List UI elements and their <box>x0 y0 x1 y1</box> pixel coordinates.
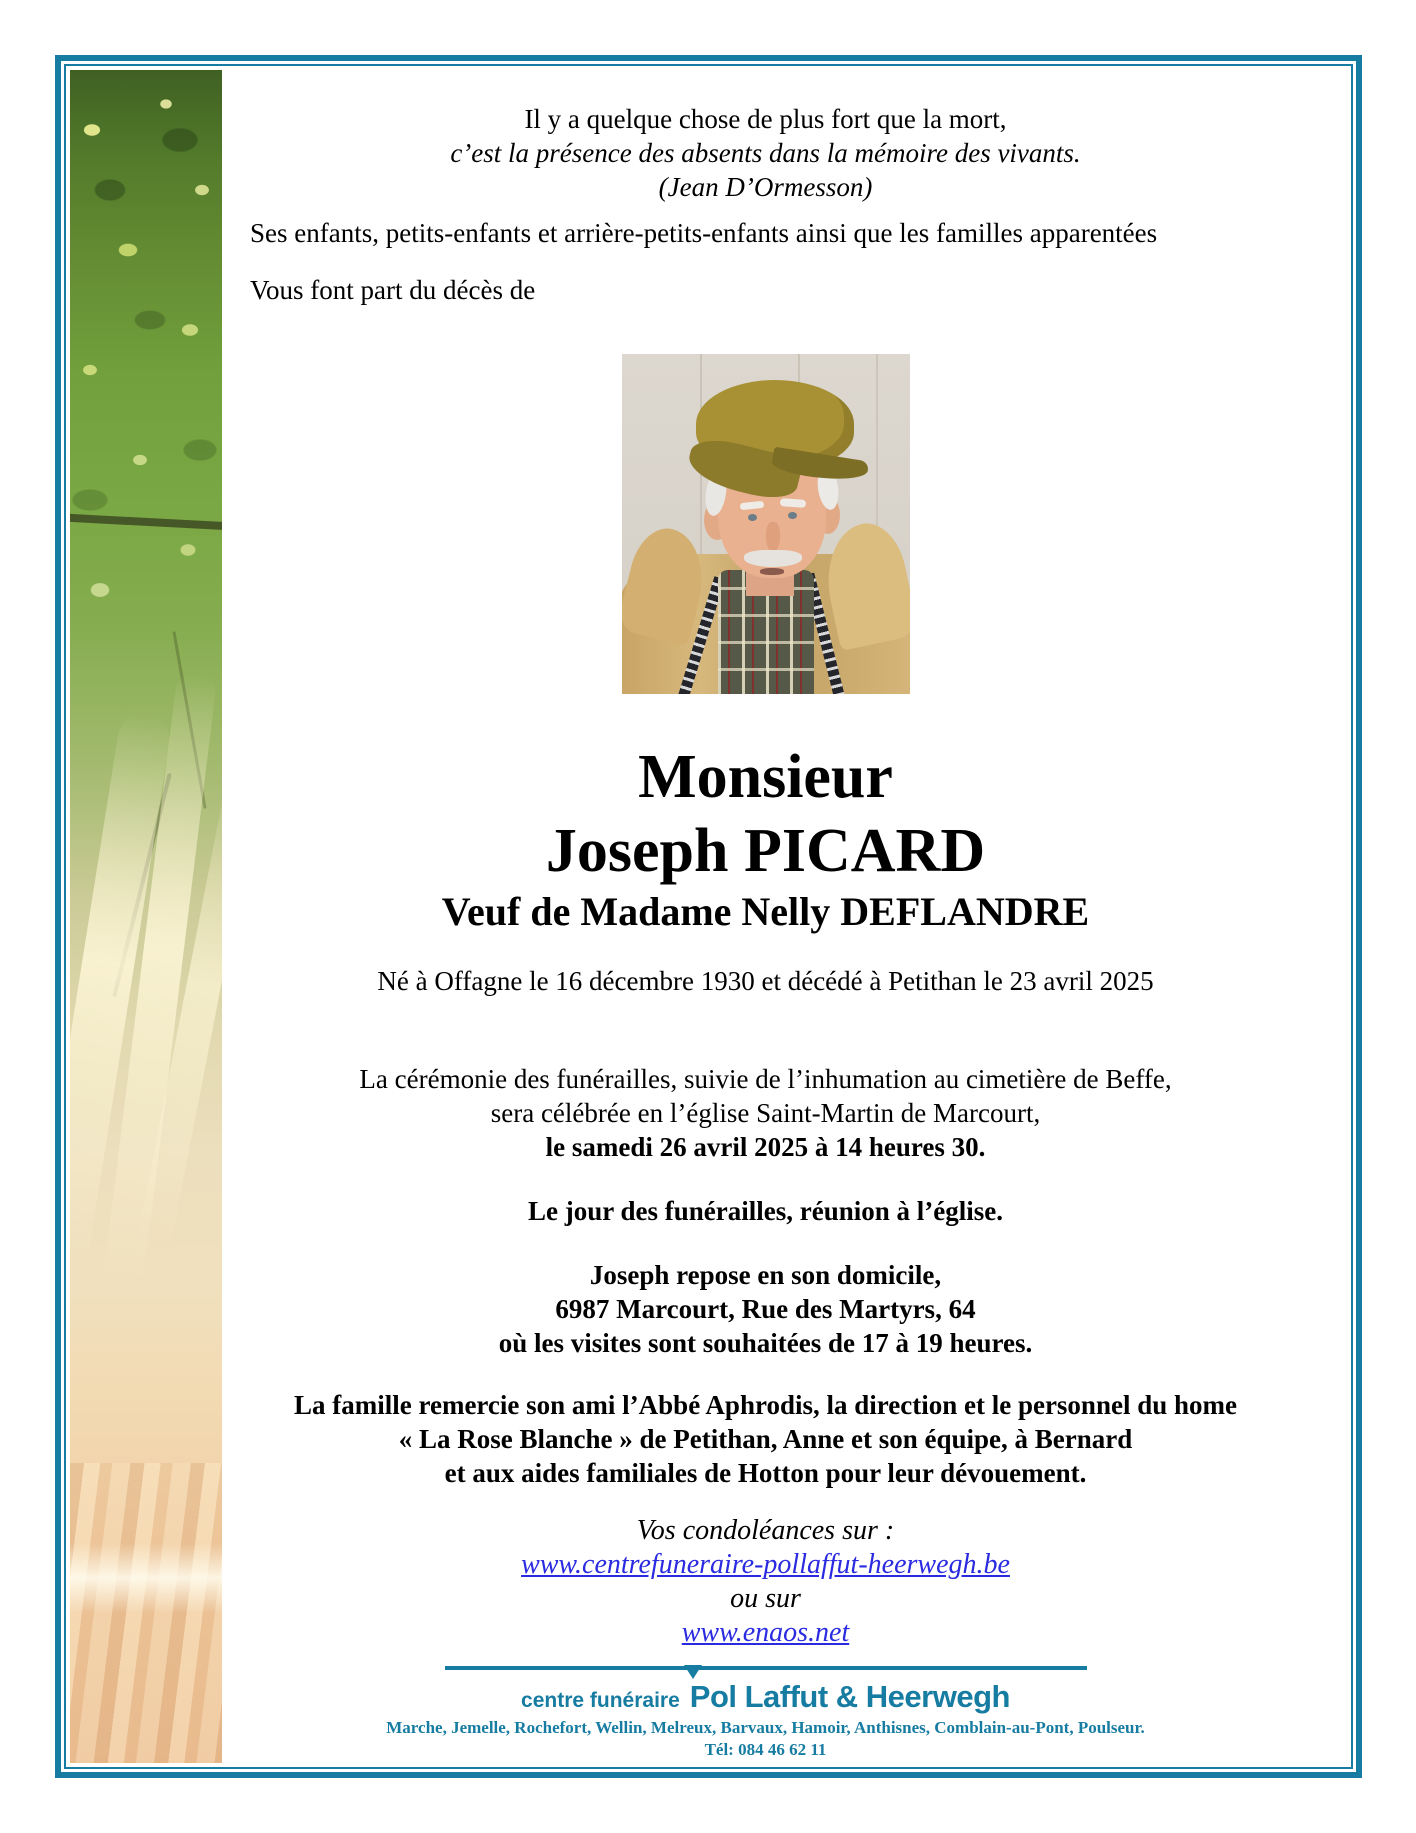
brand-name: Pol Laffut & Heerwegh <box>690 1680 1010 1714</box>
announcement-content <box>222 70 1355 1771</box>
footer-phone: Tél: 084 46 62 11 <box>704 1740 827 1759</box>
mustache-shape <box>744 550 802 567</box>
condolences-between: ou sur <box>730 1583 801 1614</box>
ceremony-date-line: le samedi 26 avril 2025 à 14 heures 30. <box>545 1132 986 1162</box>
deceased-relation: Veuf de Madame Nelly DEFLANDRE <box>441 889 1090 934</box>
condolences-link-enaos[interactable]: www.enaos.net <box>681 1617 850 1648</box>
condolences-link-funeraire[interactable]: www.centrefuneraire-pollaffut-heerwegh.be <box>521 1549 1010 1580</box>
ceremony-details <box>222 1062 1309 1164</box>
family-line: Ses enfants, petits-enfants et arrière-petits-enfants ainsi que les familles apparentées <box>250 218 1158 248</box>
repose-details <box>222 1258 1309 1360</box>
branch-shape <box>70 514 222 531</box>
thanks-line-2: « La Rose Blanche » de Petithan, Anne et son équipe, à Bernard <box>398 1424 1133 1454</box>
ceremony-line-2: sera célébrée en l’église Saint-Martin de Marcourt, <box>490 1098 1041 1128</box>
life-dates: Né à Offagne le 16 décembre 1930 et décédé à Petithan le 23 avril 2025 <box>377 966 1154 996</box>
path-light-shape <box>70 1543 222 1613</box>
thanks-line-1: La famille remercie son ami l’Abbé Aphrodis, la direction et le personnel du home <box>294 1390 1237 1420</box>
quote-line-2: c’est la présence des absents dans la mémoire des vivants. <box>450 138 1081 168</box>
eye-shape <box>788 512 797 519</box>
thanks-line-3: et aux aides familiales de Hotton pour leur dévouement. <box>444 1458 1087 1488</box>
forest-path-image <box>70 70 222 1763</box>
opening-quote <box>222 102 1309 204</box>
deceased-name: Joseph PICARD <box>545 817 986 885</box>
announce-line: Vous font part du décès de <box>250 275 536 305</box>
ceremony-line-1: La cérémonie des funérailles, suivie de l’inhumation au cimetière de Beffe, <box>359 1064 1172 1094</box>
repose-address: 6987 Marcourt, Rue des Martyrs, 64 <box>555 1294 976 1324</box>
portrait-photo <box>622 354 910 694</box>
footer-separator-line <box>445 1666 1087 1670</box>
deceased-title: Monsieur <box>638 743 893 811</box>
sandy-path-shape <box>70 1463 222 1763</box>
eye-shape <box>748 514 757 521</box>
quote-author: (Jean D’Ormesson) <box>658 172 873 202</box>
footer-locations: Marche, Jemelle, Rochefort, Wellin, Melreux, Barvaux, Hamoir, Anthisnes, Comblain-au-Pont, Poulseur. <box>386 1718 1145 1737</box>
funeral-home-logo <box>222 1680 1309 1714</box>
triangle-logo-icon <box>684 1665 702 1679</box>
quote-line-1: Il y a quelque chose de plus fort que la mort, <box>524 104 1007 134</box>
thanks-paragraph <box>222 1388 1309 1490</box>
condolences-intro: Vos condoléances sur : <box>636 1515 895 1546</box>
repose-visits: où les visites sont souhaitées de 17 à 19 heures. <box>498 1328 1033 1358</box>
meeting-line: Le jour des funérailles, réunion à l’église. <box>528 1196 1003 1226</box>
nose-shape <box>766 522 780 552</box>
mouth-shape <box>760 568 784 575</box>
repose-line-1: Joseph repose en son domicile, <box>589 1260 942 1290</box>
brand-prefix: centre funéraire <box>521 1689 680 1712</box>
condolences-block <box>222 1514 1309 1650</box>
